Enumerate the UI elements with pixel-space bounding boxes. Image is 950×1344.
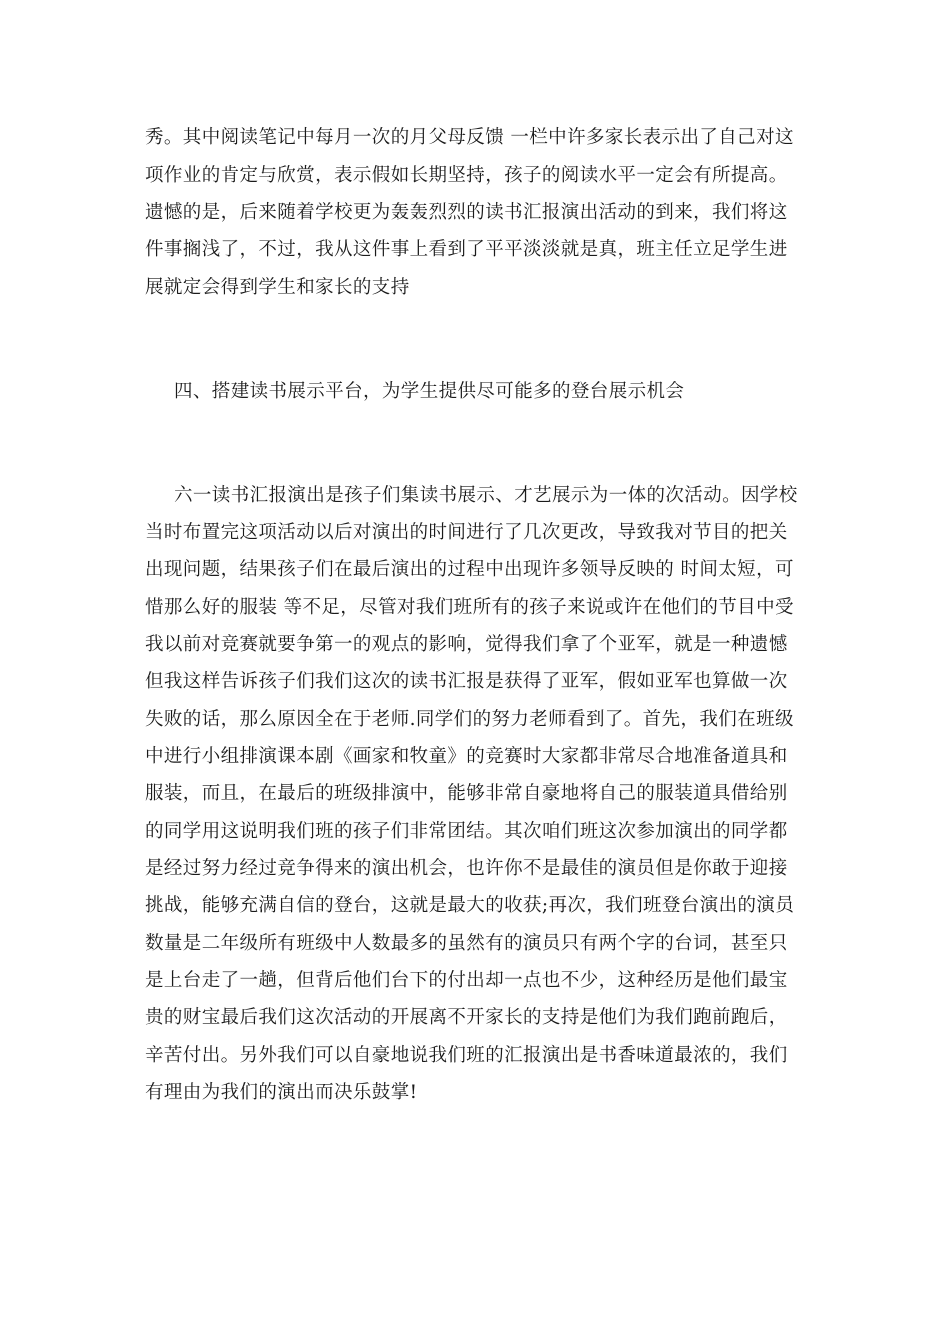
text-line: 辛苦付出。另外我们可以自豪地说我们班的汇报演出是书香味道最浓的，我们 [145, 1045, 788, 1066]
text-line: 惜那么好的服装 等不足，尽管对我们班所有的孩子来说或许在他们的节目中受 [145, 597, 794, 618]
text-line: 是上台走了一趟，但背后他们台下的付出却一点也不少，这种经历是他们最宝 [145, 970, 788, 991]
text-line: 遗憾的是，后来随着学校更为轰轰烈烈的读书汇报演出活动的到来，我们将这 [145, 202, 788, 223]
text-line: 中进行小组排演课本剧《画家和牧童》的竞赛时大家都非常尽合地准备道具和 [145, 746, 788, 767]
text-line: 件事搁浅了，不过，我从这件事上看到了平平淡淡就是真，班主任立足学生进 [145, 239, 788, 260]
section-heading: 四、搭建读书展示平台，为学生提供尽可能多的登台展示机会 [174, 381, 685, 402]
text-line: 失败的话，那么原因全在于老师.同学们的努力老师看到了。首先，我们在班级 [145, 709, 794, 730]
text-line: 六一读书汇报演出是孩子们集读书展示、才艺展示为一体的次活动。因学校 [174, 485, 798, 506]
text-line: 贵的财宝最后我们这次活动的开展离不开家长的支持是他们为我们跑前跑后， [145, 1007, 788, 1028]
text-line: 展就定会得到学生和家长的支持 [145, 277, 410, 298]
text-line: 当时布置完这项活动以后对演出的时间进行了几次更改，导致我对节目的把关 [145, 522, 788, 543]
text-line: 数量是二年级所有班级中人数最多的虽然有的演员只有两个字的台词，甚至只 [145, 933, 788, 954]
text-line: 挑战，能够充满自信的登台，这就是最大的收获;再次，我们班登台演出的演员 [145, 895, 795, 916]
text-line: 的同学用这说明我们班的孩子们非常团结。其次咱们班这次参加演出的同学都 [145, 821, 788, 842]
text-line: 是经过努力经过竞争得来的演出机会，也许你不是最佳的演员但是你敢于迎接 [145, 858, 788, 879]
text-line: 有理由为我们的演出而决乐鼓掌! [145, 1082, 418, 1103]
text-line: 服装，而且，在最后的班级排演中，能够非常自豪地将自己的服装道具借给别 [145, 783, 788, 804]
text-line: 但我这样告诉孩子们我们这次的读书汇报是获得了亚军，假如亚军也算做一次 [145, 671, 788, 692]
text-line: 秀。其中阅读笔记中每月一次的月父母反馈 一栏中许多家长表示出了自己对这 [145, 127, 794, 148]
text-line: 项作业的肯定与欣赏，表示假如长期坚持，孩子的阅读水平一定会有所提高。 [145, 165, 788, 186]
text-line: 出现问题，结果孩子们在最后演出的过程中出现许多领导反映的 时间太短，可 [145, 559, 794, 580]
text-line: 我以前对竞赛就要争第一的观点的影响，觉得我们拿了个亚军，就是一种遗憾 [145, 634, 788, 655]
